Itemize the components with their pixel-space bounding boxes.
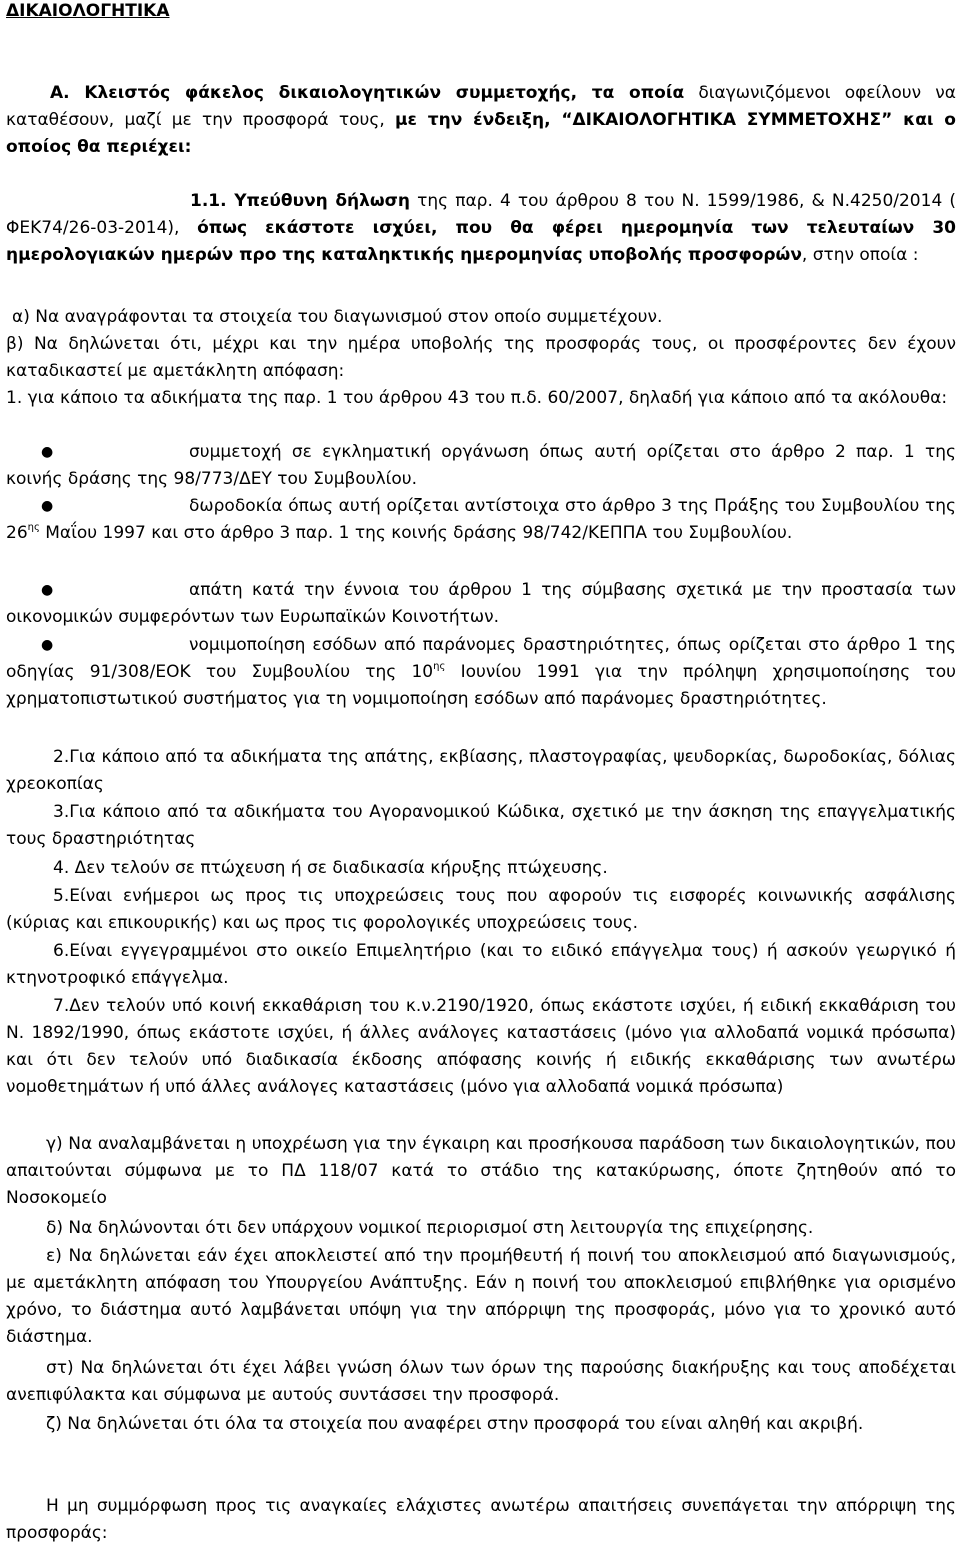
bullet-3 <box>6 577 956 631</box>
closing-paragraph: Η μη συμμόρφωση προς τις αναγκαίες ελάχιστες ανωτέρω απαιτήσεις συνεπάγεται την απόρριψη της προσφοράς: <box>6 1496 956 1543</box>
item-z: ζ) Να δηλώνεται ότι όλα τα στοιχεία που αναφέρει στην προσφορά του είναι αληθή και ακριβή. <box>46 1414 864 1434</box>
item-6: 6.Είναι εγγεγραμμένοι στο οικείο Επιμελητήριο (και το ειδικό επάγγελμα τους) ή ασκούν γεωργικό ή κτηνοτροφικό επάγγελμα. <box>6 941 956 988</box>
bullet-text: δωροδοκία όπως αυτή ορίζεται αντίστοιχα στο άρθρο 3 της Πράξης του Συμβουλίου της $26^{\eta\varsigma}$ Μαΐου 1997 και στο άρθρο 3 παρ. 1 της κοινής δράσης 98/742/ΚΕΠΠΑ του Συμβουλίου. <box>6 496 956 543</box>
bullet-icon: ● <box>41 582 54 598</box>
item-5: 5.Είναι ενήμεροι ως προς τις υποχρεώσεις τους που αφορούν τις εισφορές κοινωνικής ασφάλισης (κύριας και επικουρικής) και ως προς τις φορολογικές υποχρεώσεις τους. <box>6 886 956 933</box>
bullet-text: απάτη κατά την έννοια του άρθρου 1 της σύμβασης σχετικά με την προστασία των οικονομικών συμφερόντων των Ευρωπαϊκών Κοινοτήτων. <box>6 580 956 627</box>
bullet-icon: ● <box>41 444 54 460</box>
bullet-icon: ● <box>41 637 54 653</box>
section-bold-text: όπως εκάστοτε ισχύει, που θα φέρει ημερομηνία των τελευταίων 30 ημερολογιακών ημερών προ της καταληκτικής ημερομηνίας υποβολής προσφορών <box>6 218 956 265</box>
intro-bold-part: Α. Κλειστός φάκελος δικαιολογητικών συμμετοχής, τα οποία <box>50 83 685 103</box>
item-e: ε) Να δηλώνεται εάν έχει αποκλειστεί από την προμήθευτή ή ποινή του αποκλεισμού από διαγωνισμούς, με αμετάκλητη απόφαση του Υπουργείου Ανάπτυξης. Εάν η ποινή του αποκλεισμού επιβλήθηκε για ορισμένο χρόνο, το διάστημα αυτό λαμβάνεται υπόψη για την απόρριψη της προσφοράς, μόνο για το χρονικό αυτό διάστημα. <box>6 1246 956 1347</box>
item-a: α) Να αναγράφονται τα στοιχεία του διαγωνισμού στον οποίο συμμετέχουν. <box>12 307 663 327</box>
bullet-1 <box>6 439 956 493</box>
item-3: 3.Για κάποιο από τα αδικήματα του Αγορανομικού Κώδικα, σχετικό με την άσκηση της επαγγελματικής τους δραστηριότητας <box>6 802 956 849</box>
section-number: 1.1. <box>190 191 235 211</box>
bullet-4 <box>6 632 956 713</box>
title-text: ΔΙΚΑΙΟΛΟΓΗΤΙΚΑ <box>6 1 170 21</box>
intro-paragraph <box>6 80 956 161</box>
item-2: 2.Για κάποιο από τα αδικήματα της απάτης, εκβίασης, πλαστογραφίας, ψευδορκίας, δωροδοκίας, δόλιας χρεοκοπίας <box>6 747 956 794</box>
document-title <box>6 0 956 25</box>
bullet-text: νομιμοποίηση εσόδων από παράνομες δραστηριότητες, όπως ορίζεται στο άρθρο 1 της οδηγίας 91/308/ΕΟΚ του Συμβουλίου της $10^{\eta\varsigma}$ Ιουνίου 1991 για την πρόληψη χρησιμοποίησης του χρηματοπιστωτικού συστήματος για τη νομιμοποίηση εσόδων από παράνομες δραστηριότητες. <box>6 635 956 709</box>
intro-normal-part: διαγωνιζόμενοι οφείλουν να καταθέσουν, μαζί με την προσφορά τους, <box>6 83 956 130</box>
item-7: 7.Δεν τελούν υπό κοινή εκκαθάριση του κ.ν.2190/1920, όπως εκάστοτε ισχύει, ή ειδική εκκαθάριση του Ν. 1892/1990, όπως εκάστοτε ισχύει, ή άλλες ανάλογες καταστάσεις (μόνο για αλλοδαπά νομικά πρόσωπα) και ότι δεν τελούν υπό διαδικασία έκδοσης απόφασης κοινής ή ειδικής εκκαθάρισης των ανωτέρω νομοθετημάτων ή υπό άλλες ανάλογες καταστάσεις (μόνο για αλλοδαπά νομικά πρόσωπα) <box>6 996 956 1097</box>
section-1-1 <box>6 188 956 269</box>
intro-bold-end: με την ένδειξη, “ΔΙΚΑΙΟΛΟΓΗΤΙΚΑ ΣΥΜΜΕΤΟΧΗΣ” και ο οποίος θα περιέχει: <box>6 110 956 157</box>
section-text-end: , στην οποία : <box>801 245 919 265</box>
item-g: γ) Να αναλαμβάνεται η υποχρέωση για την έγκαιρη και προσήκουσα παράδοση των δικαιολογητικών, που απαιτούνται σύμφωνα με το ΠΔ 118/07 κατά το στάδιο της κατακύρωσης, όποτε ζητηθούν από το Νοσοκομείο <box>6 1134 956 1208</box>
section-heading: Υπεύθυνη δήλωση <box>234 191 411 211</box>
bullet-2 <box>6 493 956 547</box>
item-d: δ) Να δηλώνονται ότι δεν υπάρχουν νομικοί περιορισμοί στη λειτουργία της επιχείρησης. <box>46 1218 814 1238</box>
item-b: β) Να δηλώνεται ότι, μέχρι και την ημέρα υποβολής της προσφοράς τους, οι προσφέροντες δεν έχουν καταδικαστεί με αμετάκλητη απόφαση: <box>6 334 956 381</box>
section-text: της παρ. 4 του άρθρου 8 του Ν. 1599/1986, & Ν.4250/2014 ( ΦΕΚ74/26-03-2014), <box>6 191 956 238</box>
bullet-text: συμμετοχή σε εγκληματική οργάνωση όπως αυτή ορίζεται στο άρθρο 2 παρ. 1 της κοινής δράσης της 98/773/ΔΕΥ του Συμβουλίου. <box>6 442 956 489</box>
item-4: 4. Δεν τελούν σε πτώχευση ή σε διαδικασία κήρυξης πτώχευσης. <box>53 858 608 878</box>
bullet-icon: ● <box>41 498 54 514</box>
item-st: στ) Να δηλώνεται ότι έχει λάβει γνώση όλων των όρων της παρούσης διακήρυξης και τους αποδέχεται ανεπιφύλακτα και σύμφωνα με αυτούς συντάσσει την προσφορά. <box>6 1358 956 1405</box>
item-1: 1. για κάποιο τα αδικήματα της παρ. 1 του άρθρου 43 του π.δ. 60/2007, δηλαδή για κάποιο από τα ακόλουθα: <box>6 388 948 408</box>
